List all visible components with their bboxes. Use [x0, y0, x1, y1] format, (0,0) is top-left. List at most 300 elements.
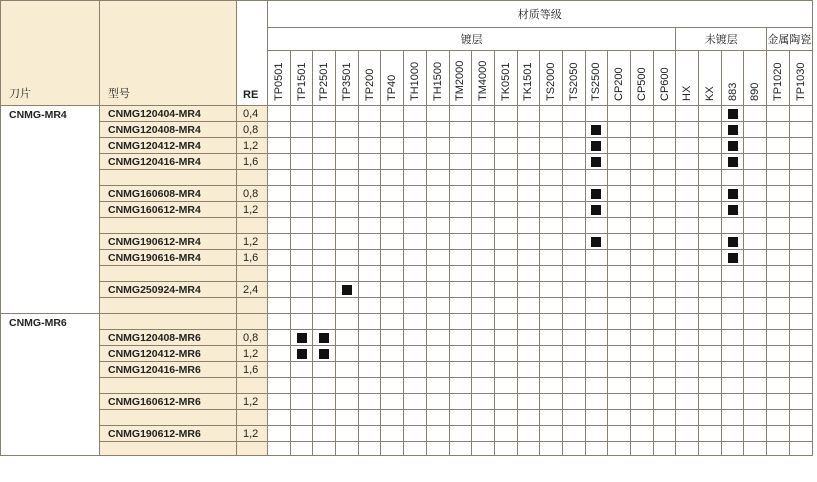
grade-cell: [426, 106, 449, 122]
grade-header-cp200: [608, 51, 631, 106]
grade-label: TS2050: [567, 62, 580, 101]
grade-cell: [449, 410, 472, 426]
grade-cell: [449, 170, 472, 186]
grade-cell: [653, 426, 676, 442]
grade-cell: [676, 298, 699, 314]
grade-cell: [608, 282, 631, 298]
re-cell: 0,8: [237, 330, 268, 346]
grade-cell: [744, 394, 767, 410]
grade-cell: [472, 298, 495, 314]
grade-cell: [789, 314, 812, 330]
grade-cell: [608, 218, 631, 234]
grade-cell: [336, 394, 359, 410]
grade-cell: [268, 442, 291, 456]
grade-cell: [631, 394, 654, 410]
grade-cell: [767, 186, 790, 202]
grade-cell: [608, 426, 631, 442]
grade-cell: [676, 330, 699, 346]
grade-cell: [336, 410, 359, 426]
grade-cell: [290, 122, 313, 138]
model-cell: CNMG120416-MR6: [100, 362, 237, 378]
grade-cell: [313, 426, 336, 442]
grade-cell: [744, 266, 767, 282]
grade-cell: [744, 346, 767, 362]
re-cell: 1,6: [237, 154, 268, 170]
grade-cell: [631, 378, 654, 394]
model-cell: CNMG160612-MR4: [100, 202, 237, 218]
grade-cell: [449, 218, 472, 234]
table-row: [1, 266, 813, 282]
table-row: [1, 442, 813, 456]
grade-cell: [744, 330, 767, 346]
grade-cell: [540, 266, 563, 282]
grade-cell: [721, 314, 744, 330]
grade-cell: [426, 378, 449, 394]
grade-cell: [631, 362, 654, 378]
grade-cell: [585, 442, 608, 456]
grade-cell: [494, 426, 517, 442]
grade-cell: [290, 298, 313, 314]
grade-cell: [472, 314, 495, 330]
grade-cell: [676, 282, 699, 298]
grade-cell: [540, 202, 563, 218]
grade-cell: [789, 394, 812, 410]
grade-cell: [449, 314, 472, 330]
re-cell: 1,6: [237, 250, 268, 266]
grade-cell: [404, 410, 427, 426]
grade-cell: [358, 282, 381, 298]
grade-cell: [449, 186, 472, 202]
grade-cell: [789, 362, 812, 378]
grade-cell: [426, 314, 449, 330]
grade-cell: [562, 394, 585, 410]
grade-cell: [631, 426, 654, 442]
grade-cell: [562, 410, 585, 426]
grade-cell: [494, 186, 517, 202]
grade-cell: [744, 250, 767, 266]
grade-cell: [313, 298, 336, 314]
grade-cell: [381, 282, 404, 298]
grade-cell: [268, 346, 291, 362]
grade-cell: [268, 138, 291, 154]
grade-cell: [336, 122, 359, 138]
grade-cell: [517, 186, 540, 202]
grade-cell: [494, 298, 517, 314]
grade-cell: [290, 202, 313, 218]
grade-cell: [789, 346, 812, 362]
grade-cell: [426, 154, 449, 170]
re-cell: [237, 314, 268, 330]
model-header: 型号: [100, 1, 237, 106]
grade-cell: [494, 250, 517, 266]
grade-cell: [313, 362, 336, 378]
grade-cell: [767, 378, 790, 394]
grade-cell: [699, 186, 722, 202]
grade-cell: [404, 186, 427, 202]
grade-cell: [290, 394, 313, 410]
grade-cell: [789, 186, 812, 202]
grade-cell: [472, 170, 495, 186]
grade-header-kx: [699, 51, 722, 106]
grade-cell: [721, 250, 744, 266]
grade-cell: [426, 234, 449, 250]
grade-cell: [585, 106, 608, 122]
grade-cell: [449, 250, 472, 266]
grade-cell: [313, 170, 336, 186]
model-cell: [100, 442, 237, 456]
grade-cell: [517, 330, 540, 346]
grade-cell: [676, 394, 699, 410]
model-cell: CNMG120404-MR4: [100, 106, 237, 122]
grade-cell: [426, 442, 449, 456]
re-cell: [237, 378, 268, 394]
grade-cell: [290, 234, 313, 250]
grade-cell: [767, 122, 790, 138]
grade-cell: [268, 298, 291, 314]
grade-cell: [358, 314, 381, 330]
grade-cell: [562, 202, 585, 218]
grade-cell: [767, 426, 790, 442]
grade-cell: [449, 378, 472, 394]
grade-cell: [358, 362, 381, 378]
grade-cell: [562, 362, 585, 378]
grade-cell: [290, 106, 313, 122]
grade-cell: [676, 186, 699, 202]
grade-cell: [313, 266, 336, 282]
grade-cell: [517, 378, 540, 394]
grade-cell: [404, 426, 427, 442]
grade-cell: [290, 266, 313, 282]
available-mark-icon: [728, 109, 738, 119]
grade-cell: [744, 122, 767, 138]
grade-label: TP200: [363, 68, 376, 101]
grade-cell: [721, 378, 744, 394]
grade-cell: [336, 298, 359, 314]
grade-cell: [449, 394, 472, 410]
available-mark-icon: [728, 253, 738, 263]
grade-cell: [631, 154, 654, 170]
model-cell: [100, 266, 237, 282]
grade-cell: [472, 218, 495, 234]
grade-cell: [653, 378, 676, 394]
grade-cell: [336, 154, 359, 170]
re-cell: 1,2: [237, 346, 268, 362]
grade-cell: [767, 410, 790, 426]
grade-cell: [517, 298, 540, 314]
grade-cell: [562, 218, 585, 234]
model-cell: CNMG120408-MR4: [100, 122, 237, 138]
grade-cell: [562, 266, 585, 282]
grade-cell: [472, 362, 495, 378]
grade-cell: [631, 314, 654, 330]
grade-cell: [585, 122, 608, 138]
grade-cell: [585, 346, 608, 362]
grade-cell: [721, 298, 744, 314]
grade-cell: [336, 330, 359, 346]
re-cell: [237, 218, 268, 234]
grade-cell: [381, 346, 404, 362]
grade-cell: [517, 314, 540, 330]
grade-cell: [744, 170, 767, 186]
grade-cell: [789, 330, 812, 346]
grade-cell: [540, 394, 563, 410]
available-mark-icon: [591, 189, 601, 199]
grade-label: CP200: [613, 67, 626, 101]
grade-cell: [290, 378, 313, 394]
grade-cell: [358, 154, 381, 170]
re-cell: [237, 298, 268, 314]
available-mark-icon: [297, 349, 307, 359]
grade-header-cp500: [631, 51, 654, 106]
grade-cell: [449, 298, 472, 314]
grade-cell: [789, 250, 812, 266]
table-row: [1, 314, 813, 330]
grade-label: CP500: [635, 67, 648, 101]
grade-cell: [336, 234, 359, 250]
grade-cell: [653, 202, 676, 218]
grade-cell: [744, 362, 767, 378]
grade-cell: [358, 266, 381, 282]
grade-cell: [472, 266, 495, 282]
grade-cell: [540, 346, 563, 362]
grade-cell: [562, 346, 585, 362]
grade-cell: [767, 330, 790, 346]
family-label: CNMG-MR4: [1, 106, 100, 314]
grade-cell: [585, 394, 608, 410]
grade-label: TK1501: [522, 62, 535, 101]
grade-cell: [290, 346, 313, 362]
model-cell: CNMG250924-MR4: [100, 282, 237, 298]
grade-cell: [676, 266, 699, 282]
grade-cell: [562, 314, 585, 330]
grade-cell: [336, 314, 359, 330]
available-mark-icon: [591, 125, 601, 135]
uncoated-header: 未镀层: [676, 28, 767, 51]
grade-cell: [699, 154, 722, 170]
grade-label: TM4000: [477, 60, 490, 101]
grade-cell: [381, 170, 404, 186]
grade-cell: [268, 234, 291, 250]
grade-cell: [336, 378, 359, 394]
grade-cell: [313, 442, 336, 456]
grade-cell: [449, 282, 472, 298]
grade-label: TH1000: [408, 61, 421, 101]
grade-cell: [449, 346, 472, 362]
grade-cell: [449, 362, 472, 378]
grade-cell: [268, 154, 291, 170]
table-body: [1, 106, 813, 456]
grade-cell: [699, 410, 722, 426]
available-mark-icon: [297, 333, 307, 343]
grade-label: TM2000: [454, 60, 467, 101]
grade-cell: [381, 266, 404, 282]
grade-cell: [472, 410, 495, 426]
grade-cell: [472, 346, 495, 362]
re-cell: 0,8: [237, 186, 268, 202]
grade-cell: [290, 138, 313, 154]
grade-cell: [789, 122, 812, 138]
grade-cell: [268, 250, 291, 266]
grade-cell: [290, 330, 313, 346]
table-row: [1, 218, 813, 234]
grade-cell: [404, 234, 427, 250]
grade-cell: [426, 138, 449, 154]
grade-cell: [472, 106, 495, 122]
grade-cell: [517, 250, 540, 266]
grade-cell: [608, 378, 631, 394]
grade-cell: [290, 410, 313, 426]
grade-cell: [540, 442, 563, 456]
grade-cell: [381, 426, 404, 442]
grade-cell: [767, 202, 790, 218]
grade-cell: [653, 250, 676, 266]
grade-cell: [381, 202, 404, 218]
table-row: [1, 170, 813, 186]
grade-cell: [404, 330, 427, 346]
available-mark-icon: [591, 205, 601, 215]
grade-cell: [517, 170, 540, 186]
grade-cell: [358, 234, 381, 250]
grade-cell: [562, 122, 585, 138]
grade-label: CP600: [658, 67, 671, 101]
grade-cell: [404, 378, 427, 394]
grade-cell: [562, 250, 585, 266]
grade-label: TP40: [386, 74, 399, 101]
grade-cell: [540, 122, 563, 138]
grade-header-hx: [676, 51, 699, 106]
grade-cell: [404, 218, 427, 234]
grade-cell: [472, 442, 495, 456]
grade-cell: [358, 218, 381, 234]
available-mark-icon: [319, 333, 329, 343]
grade-cell: [608, 314, 631, 330]
grade-cell: [358, 202, 381, 218]
grade-cell: [381, 330, 404, 346]
grade-cell: [744, 378, 767, 394]
grade-cell: [631, 250, 654, 266]
grade-cell: [631, 330, 654, 346]
table-row: [1, 298, 813, 314]
grade-cell: [653, 266, 676, 282]
model-cell: CNMG160612-MR6: [100, 394, 237, 410]
grade-cell: [336, 362, 359, 378]
grade-cell: [676, 138, 699, 154]
grade-cell: [631, 410, 654, 426]
grade-cell: [699, 218, 722, 234]
grade-cell: [585, 378, 608, 394]
grade-cell: [653, 154, 676, 170]
model-cell: CNMG160608-MR4: [100, 186, 237, 202]
grade-cell: [699, 362, 722, 378]
grade-cell: [767, 442, 790, 456]
grade-cell: [721, 138, 744, 154]
grade-cell: [313, 282, 336, 298]
grade-cell: [472, 394, 495, 410]
grade-cell: [585, 410, 608, 426]
re-cell: 2,4: [237, 282, 268, 298]
grade-cell: [540, 362, 563, 378]
grade-header-tp200: [358, 51, 381, 106]
grade-cell: [426, 330, 449, 346]
grade-cell: [562, 154, 585, 170]
re-cell: 1,2: [237, 426, 268, 442]
grade-cell: [562, 282, 585, 298]
grade-cell: [313, 394, 336, 410]
grade-cell: [268, 282, 291, 298]
model-cell: CNMG190612-MR6: [100, 426, 237, 442]
grade-cell: [381, 298, 404, 314]
grade-cell: [676, 218, 699, 234]
grade-cell: [381, 378, 404, 394]
grade-header-tp1501: [290, 51, 313, 106]
grade-cell: [404, 250, 427, 266]
grade-cell: [653, 234, 676, 250]
grade-cell: [268, 378, 291, 394]
grade-cell: [381, 154, 404, 170]
grade-cell: [699, 282, 722, 298]
re-header: RE: [237, 1, 268, 106]
grade-cell: [676, 362, 699, 378]
grade-cell: [540, 426, 563, 442]
grade-cell: [789, 282, 812, 298]
grade-cell: [744, 314, 767, 330]
grade-cell: [426, 426, 449, 442]
re-cell: [237, 266, 268, 282]
re-cell: 1,2: [237, 234, 268, 250]
grade-cell: [336, 266, 359, 282]
grade-cell: [404, 282, 427, 298]
grade-cell: [426, 410, 449, 426]
grade-cell: [562, 378, 585, 394]
grade-cell: [426, 266, 449, 282]
grade-cell: [721, 122, 744, 138]
family-label: CNMG-MR6: [1, 314, 100, 456]
available-mark-icon: [591, 141, 601, 151]
grade-cell: [336, 282, 359, 298]
available-mark-icon: [728, 125, 738, 135]
grade-cell: [789, 266, 812, 282]
grade-cell: [494, 154, 517, 170]
grade-cell: [290, 250, 313, 266]
grade-cell: [744, 202, 767, 218]
re-cell: [237, 170, 268, 186]
grade-cell: [404, 154, 427, 170]
grade-cell: [358, 138, 381, 154]
grade-header-tk1501: [517, 51, 540, 106]
grade-cell: [540, 218, 563, 234]
grade-cell: [358, 170, 381, 186]
available-mark-icon: [319, 349, 329, 359]
grade-cell: [426, 298, 449, 314]
grade-cell: [290, 442, 313, 456]
grade-cell: [676, 346, 699, 362]
grade-cell: [336, 250, 359, 266]
grade-header-tk0501: [494, 51, 517, 106]
grade-cell: [767, 170, 790, 186]
grade-cell: [336, 346, 359, 362]
grade-cell: [789, 154, 812, 170]
grade-cell: [336, 106, 359, 122]
grade-cell: [608, 298, 631, 314]
grade-cell: [358, 330, 381, 346]
grade-cell: [631, 186, 654, 202]
grade-header-tp0501: [268, 51, 291, 106]
grade-cell: [313, 378, 336, 394]
grade-cell: [404, 314, 427, 330]
grade-cell: [313, 346, 336, 362]
grade-cell: [313, 314, 336, 330]
grade-cell: [608, 234, 631, 250]
